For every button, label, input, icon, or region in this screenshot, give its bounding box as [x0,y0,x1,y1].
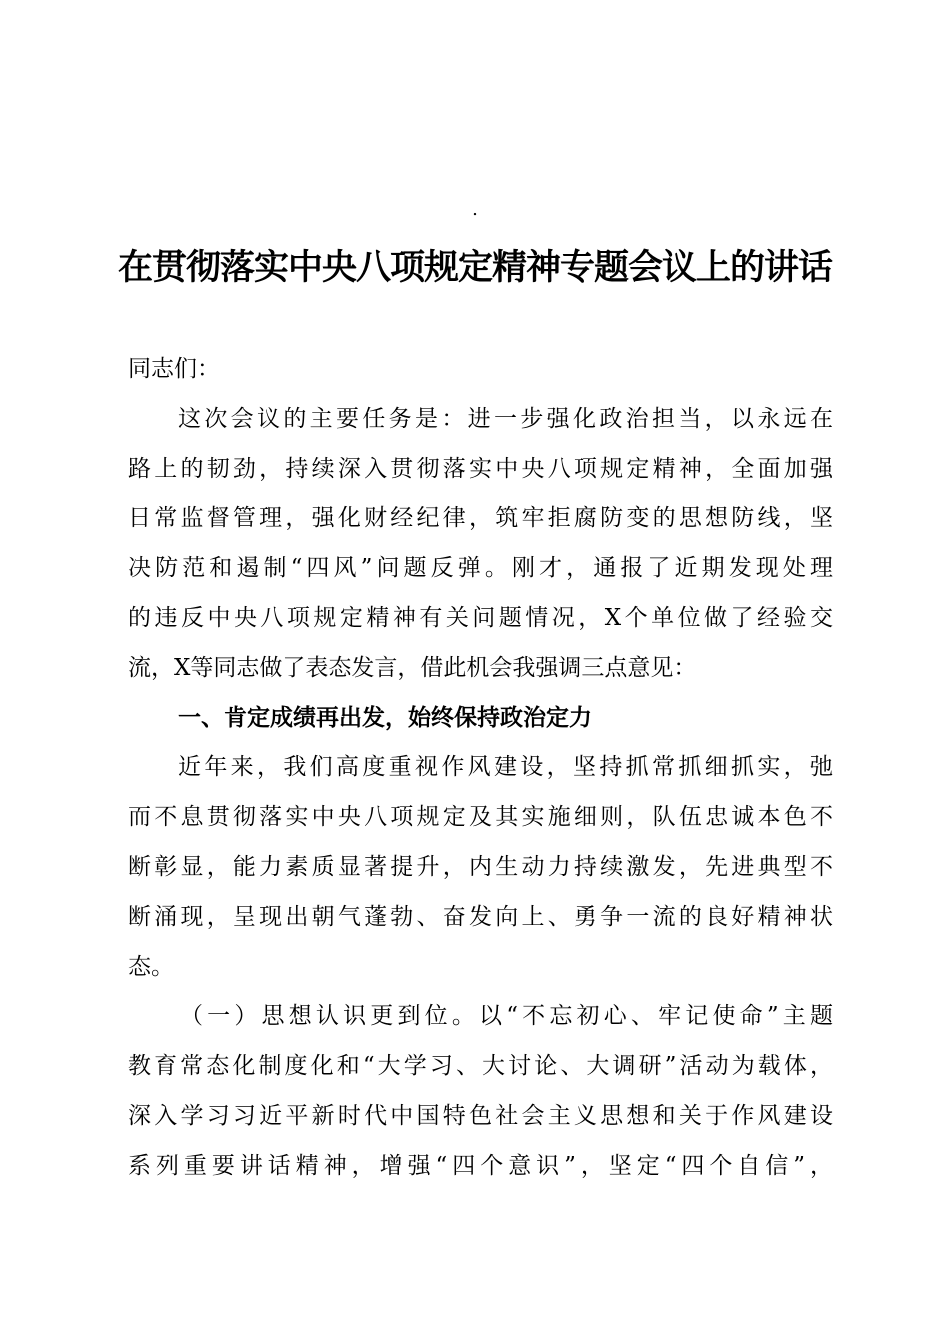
paragraph-2-line: 而不息贯彻落实中央八项规定及其实施细则，队伍忠诚本色不 [128,804,833,831]
document-body [128,345,833,1192]
paragraph-1-line: 决防范和遏制“四风”问题反弹。刚才，通报了近期发现处理 [128,555,833,582]
paragraph-1-line: 路上的韧劲，持续深入贯彻落实中央八项规定精神，全面加强 [128,455,833,482]
paragraph-2-line: 近年来，我们高度重视作风建设，坚持抓常抓细抓实，弛 [178,754,833,781]
header-mark: . [472,199,478,220]
section-1-heading: 一、肯定成绩再出发，始终保持政治定力 [178,704,592,731]
paragraph-3-line: 教育常态化制度化和“大学习、大讨论、大调研”活动为载体， [128,1053,833,1080]
document-title: 在贯彻落实中央八项规定精神专题会议上的讲话 [117,247,832,288]
paragraph-1-line: 日常监督管理，强化财经纪律，筑牢拒腐防变的思想防线，坚 [128,505,833,532]
paragraph-2-line: 断涌现，呈现出朝气蓬勃、奋发向上、勇争一流的良好精神状 [128,903,833,930]
paragraph-3-line: 系列重要讲话精神，增强“四个意识”，坚定“四个自信”， [128,1152,833,1179]
salutation: 同志们： [128,356,220,382]
paragraph-3-line: 深入学习习近平新时代中国特色社会主义思想和关于作风建设 [128,1102,833,1129]
paragraph-1-line: 的违反中央八项规定精神有关问题情况，X个单位做了经验交 [128,604,833,631]
paragraph-1-line: 流，X等同志做了表态发言，借此机会我强调三点意见： [128,654,697,681]
paragraph-2-line: 态。 [128,953,174,980]
paragraph-3-line: （一）思想认识更到位。以“不忘初心、牢记使命”主题 [180,1003,833,1030]
paragraph-2-line: 断彰显，能力素质显著提升，内生动力持续激发，先进典型不 [128,853,833,880]
paragraph-1-line: 这次会议的主要任务是：进一步强化政治担当，以永远在 [178,405,833,432]
